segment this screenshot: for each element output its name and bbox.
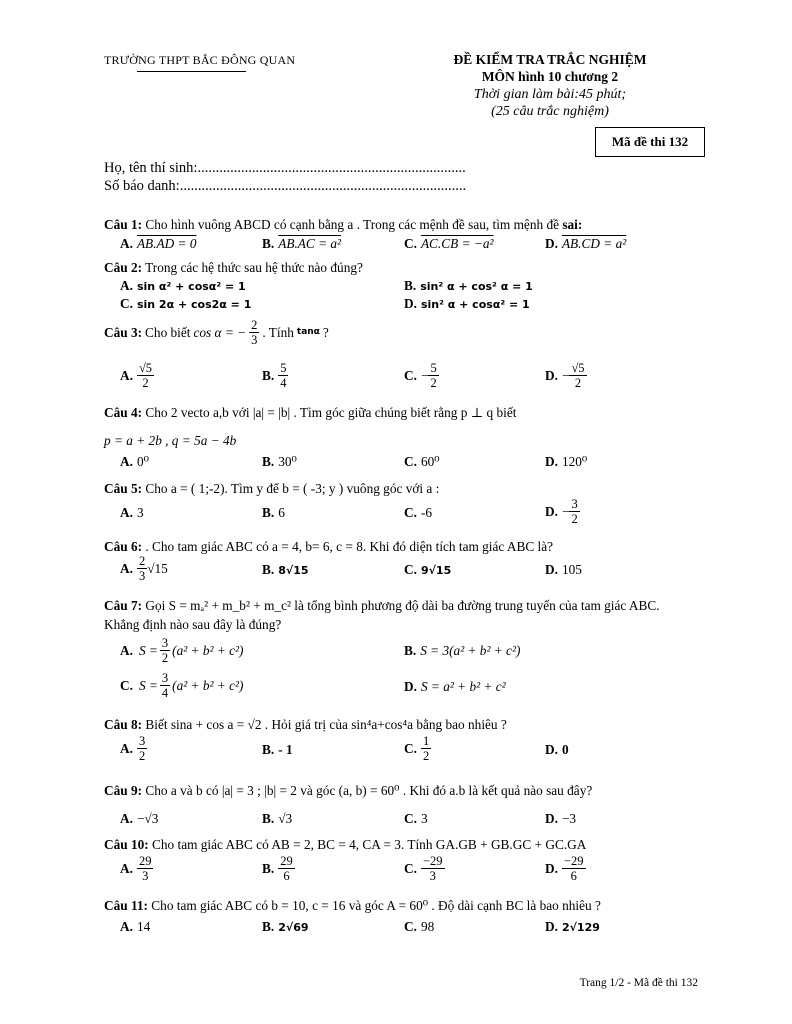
question-2 (104, 259, 700, 276)
question-11 (104, 897, 700, 914)
option-d[interactable]: D. 0 (545, 742, 569, 757)
option-c[interactable]: C. 98 (404, 919, 435, 934)
question-emphasis: sai: (562, 217, 583, 232)
option-c[interactable]: C. 9√15 (404, 562, 452, 577)
option-a[interactable]: A. $\frac{√5}{2}$ (120, 361, 153, 390)
option-d[interactable]: D. − $\frac{√5}{2}$ (545, 361, 585, 390)
option-b[interactable]: B. sin² α + cos² α = 1 (404, 278, 533, 293)
question-4 (104, 404, 700, 421)
question-9 (104, 782, 700, 799)
question-4-line2: p = a + 2b , q = 5a − 4b (104, 433, 237, 448)
question-10 (104, 836, 700, 853)
option-d[interactable]: D. −3 (545, 811, 577, 826)
question-text: . Tính (262, 325, 294, 340)
option-c[interactable]: C. 3 (404, 811, 428, 826)
page-footer: Trang 1/2 - Mã đề thi 132 (579, 977, 698, 989)
exam-code-box (595, 127, 705, 157)
option-d[interactable]: D. S = a² + b² + c² (404, 679, 506, 694)
option-a[interactable]: A. $\frac{29}{3}$ (120, 854, 152, 883)
question-text: Cho tam giác ABC có b = 10, c = 16 và góc A = 60⁰ . Độ dài cạnh BC là bao nhiêu ? (151, 898, 601, 913)
question-label: Câu 5: (104, 481, 143, 496)
option-a[interactable]: A. AB.AD = 0 (120, 236, 197, 251)
exam-code: Mã đề thi 132 (611, 134, 689, 149)
question-text: Cho a và b có |a| = 3 ; |b| = 2 và góc (a, b) = 60⁰ . Khi đó a.b là kết quả nào sau đây? (145, 783, 593, 798)
question-1-options (0, 236, 792, 254)
question-label: Câu 11: (104, 898, 148, 913)
option-c[interactable]: C. AC.CB = −a² (404, 236, 494, 251)
question-label: Câu 6: (104, 539, 143, 554)
question-label: Câu 1: (104, 217, 143, 232)
option-d[interactable]: D. 2√129 (545, 919, 600, 934)
asked-expression: tanα (296, 327, 320, 337)
option-c[interactable]: C. -6 (404, 505, 433, 520)
option-d[interactable]: D. sin² α + cosα² = 1 (404, 296, 530, 311)
question-label: Câu 4: (104, 405, 143, 420)
option-a[interactable]: A. 3 (120, 505, 144, 520)
given-fraction: $\frac{2}{3}$ (251, 318, 258, 347)
question-3 (104, 318, 700, 347)
question-text: Gọi S = mₐ² + m_b² + m_c² là tổng bình phương độ dài ba đường trung tuyến của tam giác ABC. (145, 598, 660, 613)
question-label: Câu 3: (104, 325, 143, 340)
question-text: ? (322, 325, 329, 340)
option-c[interactable]: C. $\frac{1}{2}$ (404, 734, 430, 763)
exam-time: Thời gian làm bài:45 phút; (473, 87, 627, 102)
option-b[interactable]: B. AB.AC = a² (262, 236, 342, 251)
option-a[interactable]: A. −√3 (120, 811, 159, 826)
question-label: Câu 10: (104, 837, 149, 852)
question-text: Cho hình vuông ABCD có cạnh bằng a . Trong các mệnh đề sau, tìm mệnh đề (145, 217, 563, 232)
option-b[interactable]: B. √3 (262, 811, 293, 826)
option-a[interactable]: A. 0⁰ (120, 454, 149, 469)
option-c[interactable]: C. sin 2α + cos2α = 1 (120, 296, 252, 311)
given-expression: cos α = − (193, 325, 247, 340)
option-d[interactable]: D. − $\frac{3}{2}$ (545, 497, 578, 526)
question-1 (104, 216, 700, 233)
exam-question-count: (25 câu trắc nghiệm) (491, 104, 609, 119)
question-label: Câu 8: (104, 717, 143, 732)
question-label: Câu 2: (104, 260, 143, 275)
option-a[interactable]: A. sin α² + cosα² = 1 (120, 278, 246, 293)
question-text: Cho 2 vecto a,b với |a| = |b| . Tìm góc giữa chúng biết rằng p ⊥ q biết (145, 405, 517, 420)
option-a[interactable]: A. 14 (120, 919, 151, 934)
option-d[interactable]: D. 105 (545, 562, 582, 577)
school-name: TRƯỜNG THPT BẮC ĐÔNG QUAN (104, 53, 296, 67)
question-7-line2: Khẳng định nào sau đây là đúng? (104, 617, 282, 632)
option-d[interactable]: D. 120⁰ (545, 454, 588, 469)
option-c[interactable]: C. S = $\frac{3}{4}$ (a² + b² + c²) (120, 671, 244, 700)
question-6 (104, 538, 700, 555)
question-text: Cho biết (145, 325, 191, 340)
question-label: Câu 9: (104, 783, 143, 798)
option-a[interactable]: A. $\frac{2}{3}$ √15 (120, 554, 168, 583)
question-7 (104, 597, 700, 614)
student-id-line: Số báo danh:............................................................................... (104, 178, 467, 194)
option-b[interactable]: B. 8√15 (262, 562, 309, 577)
question-8 (104, 716, 700, 733)
question-3-options (0, 357, 792, 393)
exam-subject: MÔN hình 10 chương 2 (481, 69, 619, 84)
option-b[interactable]: B. 6 (262, 505, 285, 520)
question-text: Trong các hệ thức sau hệ thức nào đúng? (145, 260, 363, 275)
option-b[interactable]: B. $\frac{5}{4}$ (262, 361, 287, 390)
question-label: Câu 7: (104, 598, 143, 613)
option-a[interactable]: A. S = $\frac{3}{2}$ (a² + b² + c²) (120, 636, 244, 665)
option-b[interactable]: B. 2√69 (262, 919, 309, 934)
option-b[interactable]: B. S = 3(a² + b² + c²) (404, 643, 521, 658)
option-a[interactable]: A. $\frac{3}{2}$ (120, 734, 146, 763)
school-underline (137, 71, 246, 72)
question-text: Cho a = ( 1;-2). Tìm y để b = ( -3; y ) vuông góc với a : (145, 481, 440, 496)
option-c[interactable]: C. − $\frac{5}{2}$ (404, 361, 437, 390)
question-5 (104, 480, 700, 497)
exam-title: ĐỀ KIỂM TRA TRẮC NGHIỆM (453, 52, 647, 67)
option-b[interactable]: B. $\frac{29}{6}$ (262, 854, 293, 883)
question-text: . Cho tam giác ABC có a = 4, b= 6, c = 8. Khi đó diện tích tam giác ABC là? (145, 539, 554, 554)
question-text: Cho tam giác ABC có AB = 2, BC = 4, CA = 3. Tính GA.GB + GB.GC + GC.GA (152, 837, 587, 852)
student-name-line: Họ, tên thí sinh:.......................................................................... (104, 160, 466, 176)
option-d[interactable]: D. $\frac{-29}{6}$ (545, 854, 584, 883)
option-b[interactable]: B. 30⁰ (262, 454, 297, 469)
option-c[interactable]: C. 60⁰ (404, 454, 440, 469)
option-d[interactable]: D. AB.CD = a² (545, 236, 627, 251)
question-text: Biết sina + cos a = √2 . Hỏi giá trị của sin⁴a+cos⁴a bằng bao nhiêu ? (145, 717, 507, 732)
option-b[interactable]: B. - 1 (262, 742, 293, 757)
option-c[interactable]: C. $\frac{-29}{3}$ (404, 854, 443, 883)
